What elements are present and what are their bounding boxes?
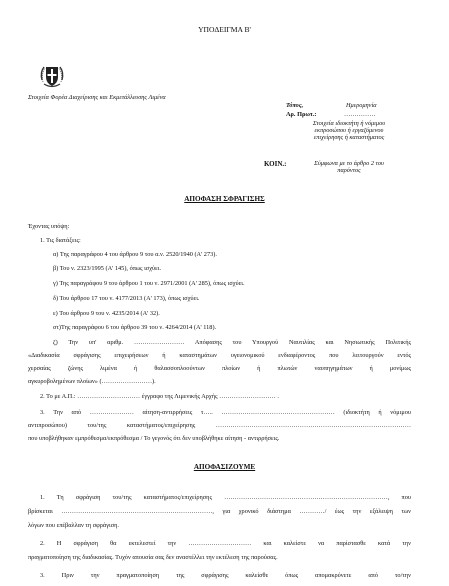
provision-d: δ) Του άρθρου 17 του ν. 4177/2013 (Α' 173), όπως ισχύει.	[53, 295, 200, 302]
item-1-title: 1. Τις διατάξεις:	[40, 237, 81, 244]
provision-z-line: χερσαίας ζώνης λιμένα ή θαλασσοπλοούντων πλοίων ή πλωτών ναυπηγημάτων ή μονίμως	[28, 365, 411, 372]
item-3-line: που υποβλήθηκαν εμπρόθεσμα/εκπρόθεσμα / Το γεγονός ότι δεν υποβλήθηκε αίτηση - αντιρρήσεις.	[28, 435, 280, 442]
provision-c: γ) Της παραγράφου 9 του άρθρου 1 του ν. 2971/2001 (Α' 285), όπως ισχύει.	[53, 280, 245, 287]
recipient-line: Στοιχεία ιδιοκτήτη ή νόμιμου	[312, 120, 386, 127]
recipient-line: εκπροσώπου ή εργαζόμενου	[314, 127, 384, 135]
koin-info	[298, 160, 400, 174]
item-3-line: 3. Την από ………………… αίτηση-αντιρρήσεις τ….. ……………………………………………… (ιδιοκτήτη ή νόμιμου	[40, 409, 411, 416]
provision-a: α) Της παραγράφου 4 του άρθρου 9 του α.ν. 2520/1940 (Α' 273).	[53, 251, 217, 258]
decide-title: ΑΠΟΦΑΣΙΖΟΥΜΕ	[193, 463, 256, 471]
decision-1-line: 1. Τη σφράγιση του/της καταστήματος/επιχείρησης ……………………………………………………………………, που	[40, 494, 411, 501]
decision-title: ΑΠΟΦΑΣΗ ΣΦΡΑΓΙΣΗΣ	[184, 195, 265, 203]
decision-3-line: 3. Πριν την πραγματοποίηση της σφράγισης καλείσθε όπως απομακρύνετε από το/την	[40, 572, 411, 579]
decision-2-line: πραγματοποίηση της διαδικασίας. Τυχόν απουσία σας δεν αναστέλλει την εκτέλεση της παρούσας.	[28, 554, 278, 561]
provision-b: β) Του ν. 2323/1995 (Α' 145), όπως ισχύει.	[53, 265, 162, 272]
protocol-label: Αρ. Πρωτ.:	[286, 111, 317, 118]
recipient-line: επιχείρησης ή καταστήματος	[313, 134, 385, 142]
provision-f: στ)Της παραγράφου 6 του άρθρου 39 του ν. 4264/2014 (Α' 118).	[53, 324, 217, 331]
koin-line: Σύμφωνα με το άρθρο 2 του	[314, 160, 384, 167]
port-authority-info: Στοιχεία Φορέα Διαχείρισης και Εκμετάλλευσης Λιμένα	[28, 94, 166, 101]
greek-coat-of-arms-icon	[38, 62, 66, 90]
protocol-number: ……………	[344, 111, 376, 118]
koin-label: ΚΟΙΝ.:	[264, 160, 287, 168]
decision-1-line: λόγων που επέβαλλαν τη σφράγιση.	[28, 522, 119, 529]
koin-line: παρόντος	[337, 167, 361, 175]
provision-z-line: «Διαδικασία σφράγισης επιχειρήσεων ή καταστημάτων υγειονομικού ενδιαφέροντος που λειτουργούν εντός	[28, 352, 411, 359]
provision-z-line: αγκυροβολημένων πλοίων» (……………………).	[28, 378, 156, 385]
item-2: 2. Το με Α.Π.: ………………………… έγγραφο της Λιμενικής Αρχής ……………………… .	[40, 393, 279, 400]
form-title: ΥΠΟΔΕΙΓΜΑ Β'	[198, 25, 251, 34]
place-label: Τόπος,	[286, 102, 304, 109]
provision-z-line: ζ) Την υπ' αριθμ. …………………… Απόφασης του Υπουργού Ναυτιλίας και Νησιωτικής Πολιτικής	[53, 339, 411, 346]
decision-2-line: 2. Η σφράγιση θα εκτελεστεί την ………………………… και καλείστε να παρίστασθε κατά την	[40, 540, 411, 547]
date-label: Ημερομηνία	[346, 102, 377, 109]
recipient-info	[298, 120, 400, 142]
item-3-line: αντιπροσώπου) του/της καταστήματος/επιχείρησης …………………………………………………………………………………	[28, 422, 411, 429]
intro-text: Έχοντας υπόψη:	[28, 223, 70, 230]
provision-e: ε) Του άρθρου 9 του ν. 4235/2014 (Α' 32).	[53, 310, 160, 317]
decision-1-line: βρίσκεται ………………………………………………………………, για χρονικό διάστημα …………/ έως την εξάλειψη των	[28, 508, 411, 515]
